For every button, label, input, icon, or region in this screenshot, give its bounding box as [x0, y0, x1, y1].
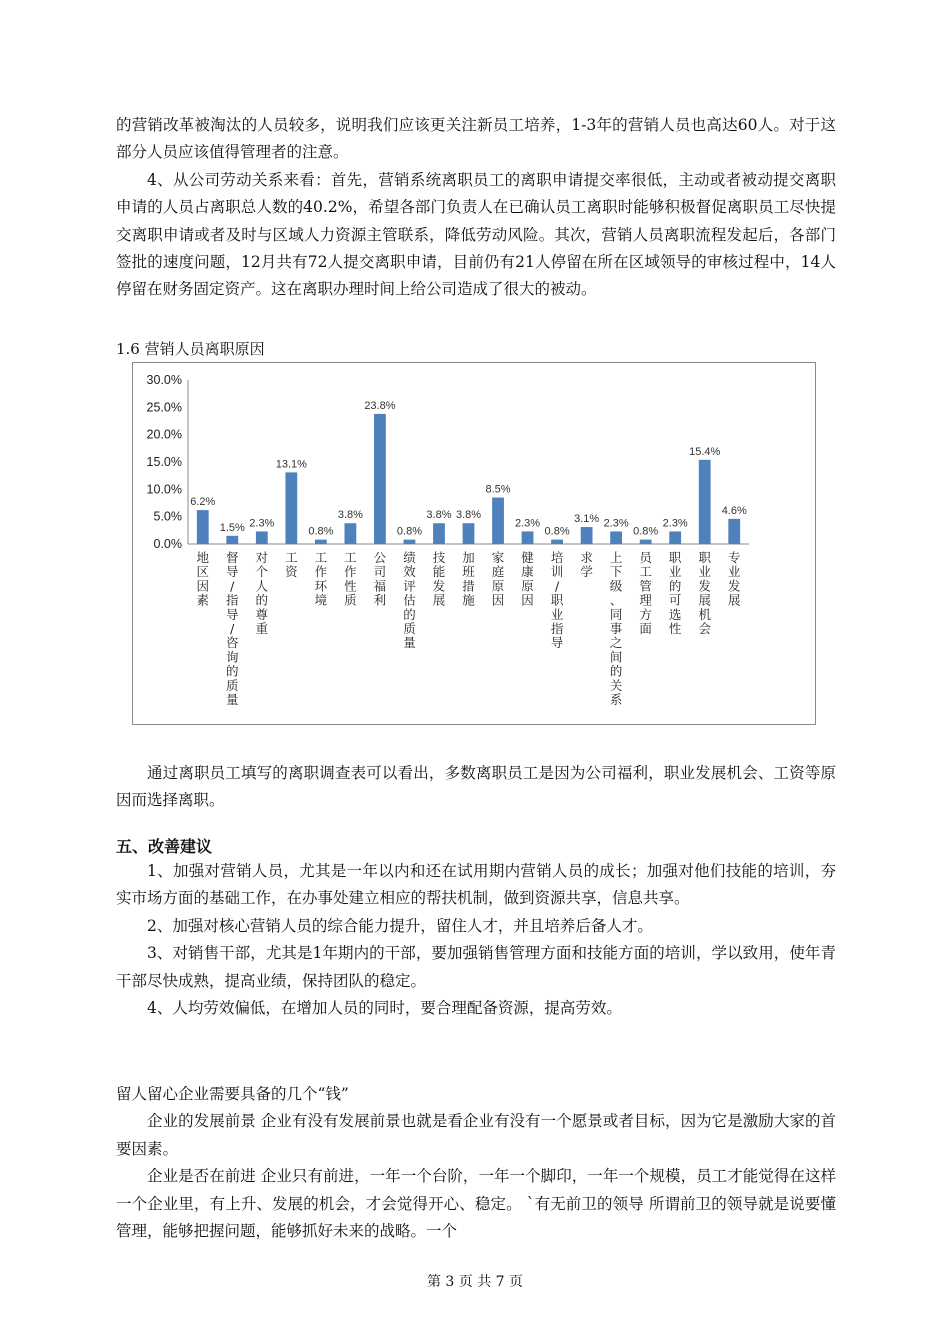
suggestion-item: 1、加强对营销人员，尤其是一年以内和还在试用期内营销人员的成长；加强对他们技能的培训，夯实市场方面的基础工作，在办事处建立相应的帮扶机制，做到资源共享，信息共享。 — [116, 862, 836, 908]
data-label: 0.8% — [396, 525, 422, 538]
y-tick-label: 30.0% — [146, 373, 182, 387]
bar — [728, 519, 740, 544]
y-tick-label: 20.0% — [146, 427, 182, 442]
bar — [256, 531, 268, 544]
bar — [285, 472, 297, 544]
bar — [522, 531, 534, 544]
bar — [226, 536, 238, 544]
data-label: 23.8% — [364, 399, 396, 412]
resignation-reasons-chart — [133, 363, 817, 726]
category-label: 员工管理方面 — [639, 550, 652, 636]
category-label: 家庭原因 — [491, 550, 505, 608]
retention-paragraph: 企业是否在前进 企业只有前进，一年一个台阶，一年一个脚印，一年一个规模，员工才能觉得在这样一个企业里，有上升、发展的机会，才会觉得开心、稳定。 `有无前卫的领导 所谓前卫的领导就是说要懂管理，能够把握问题，能够抓好未来的战略。一个 — [116, 1167, 836, 1241]
footer-page-number: 3 — [445, 1274, 455, 1290]
category-label: 上下级、同事之间的关系 — [609, 550, 623, 707]
footer-suffix: 页 — [509, 1274, 524, 1290]
bar — [374, 414, 386, 544]
retention-paragraph: 企业的发展前景 企业有没有发展前景也就是看企业有没有一个愿景或者目标，因为它是激励大家的首要因素。 — [116, 1112, 836, 1158]
bar — [197, 510, 209, 544]
bar — [315, 540, 327, 544]
footer-total-pages: 7 — [495, 1274, 505, 1290]
category-label: 地区因素 — [196, 550, 210, 608]
suggestion-item: 3、对销售干部，尤其是1年期内的干部，要加强销售管理方面和技能方面的培训，学以致用，使年青干部尽快成熟，提高业绩，保持团队的稳定。 — [116, 944, 836, 990]
data-label: 13.1% — [275, 458, 307, 471]
chart-frame — [132, 362, 816, 725]
chart-summary-text — [116, 760, 836, 815]
data-label: 3.8% — [455, 509, 482, 522]
data-label: 2.3% — [662, 517, 688, 530]
category-label: 职业发展机会 — [698, 550, 711, 636]
suggestions-list — [116, 858, 836, 1022]
y-tick-label: 0.0% — [153, 537, 182, 551]
category-label: 加班措施 — [462, 550, 475, 608]
suggestion-item: 4、人均劳效偏低，在增加人员的同时，要合理配备资源，提高劳效。 — [147, 999, 622, 1018]
data-label: 0.8% — [633, 525, 659, 538]
bar — [492, 498, 504, 544]
data-label: 3.8% — [426, 509, 452, 522]
category-label: 技能发展 — [432, 550, 446, 608]
data-label: 3.1% — [574, 513, 600, 526]
footer-middle: 页 共 — [458, 1274, 492, 1290]
bar — [699, 460, 711, 544]
y-tick-label: 25.0% — [146, 400, 182, 415]
bar — [551, 540, 563, 544]
retention-section — [116, 1081, 836, 1245]
data-label: 15.4% — [689, 445, 721, 458]
paragraph-chart-summary: 通过离职员工填写的离职调查表可以看出，多数离职员工是因为公司福利，职业发展机会、工资等原因而选择离职。 — [116, 764, 836, 810]
category-label: 求学 — [580, 550, 593, 580]
y-tick-label: 5.0% — [153, 509, 182, 524]
data-label: 4.6% — [721, 504, 747, 517]
bar — [581, 527, 593, 544]
paragraph-continuation: 的营销改革被淘汰的人员较多，说明我们应该更关注新员工培养，1-3年的营销人员也高达60人。对于这部分人员应该值得管理者的注意。 — [116, 116, 836, 162]
category-label: 公司福利 — [373, 550, 387, 608]
data-label: 6.2% — [190, 496, 216, 509]
bar — [463, 523, 475, 544]
category-label: 绩效评估的质量 — [403, 550, 416, 651]
footer-prefix: 第 — [426, 1274, 441, 1290]
data-label: 2.3% — [515, 517, 541, 530]
category-label: 专业发展 — [727, 550, 741, 608]
data-label: 0.8% — [544, 525, 570, 538]
bar — [433, 523, 445, 544]
section-heading: 五、改善建议 — [116, 837, 213, 856]
intro-text — [116, 112, 836, 304]
bar — [404, 540, 416, 544]
y-tick-label: 15.0% — [146, 455, 182, 469]
suggestion-item: 2、加强对核心营销人员的综合能力提升，留住人才，并且培养后备人才。 — [147, 916, 653, 935]
bar — [344, 523, 356, 544]
data-label: 8.5% — [485, 483, 511, 496]
page-footer — [0, 1271, 950, 1291]
data-label: 0.8% — [308, 525, 334, 538]
category-label: 工资 — [285, 550, 298, 580]
category-label: 职业的可选性 — [668, 550, 682, 636]
bar — [610, 531, 622, 544]
data-label: 3.8% — [337, 509, 363, 522]
figure-caption: 1.6 营销人员离职原因 — [116, 340, 265, 358]
bar — [640, 540, 652, 544]
data-label: 1.5% — [219, 521, 245, 534]
category-label: 健康原因 — [521, 550, 534, 608]
category-label: 督导/指导/咨询的质量 — [226, 550, 239, 707]
category-label: 工作环境 — [314, 550, 328, 608]
category-label: 培训/职业指导 — [550, 550, 564, 651]
paragraph-labor-relations: 4、从公司劳动关系来看：首先，营销系统离职员工的离职申请提交率很低，主动或者被动提交离职申请的人员占离职总人数的40.2%，希望各部门负责人在已确认员工离职时能够积极督促离职员工尽快提交离职申请或者及时与区域人力资源主管联系，降低劳动风险。其次，营销人员离职流程发起后，各部门签批的速度问题，12月共有72人提交离职申请，目前仍有21人停留在所在区域领导的审核过程中，14人停留在财务固定资产。这在离职办理时间上给公司造成了很大的被动。 — [116, 170, 836, 299]
category-label: 对个人的尊重 — [255, 550, 269, 636]
retention-title: 留人留心企业需要具备的几个“钱” — [116, 1085, 349, 1103]
bar — [669, 531, 681, 544]
data-label: 2.3% — [603, 517, 629, 530]
y-tick-label: 10.0% — [146, 482, 182, 497]
category-label: 工作性质 — [344, 550, 357, 608]
data-label: 2.3% — [249, 517, 275, 530]
